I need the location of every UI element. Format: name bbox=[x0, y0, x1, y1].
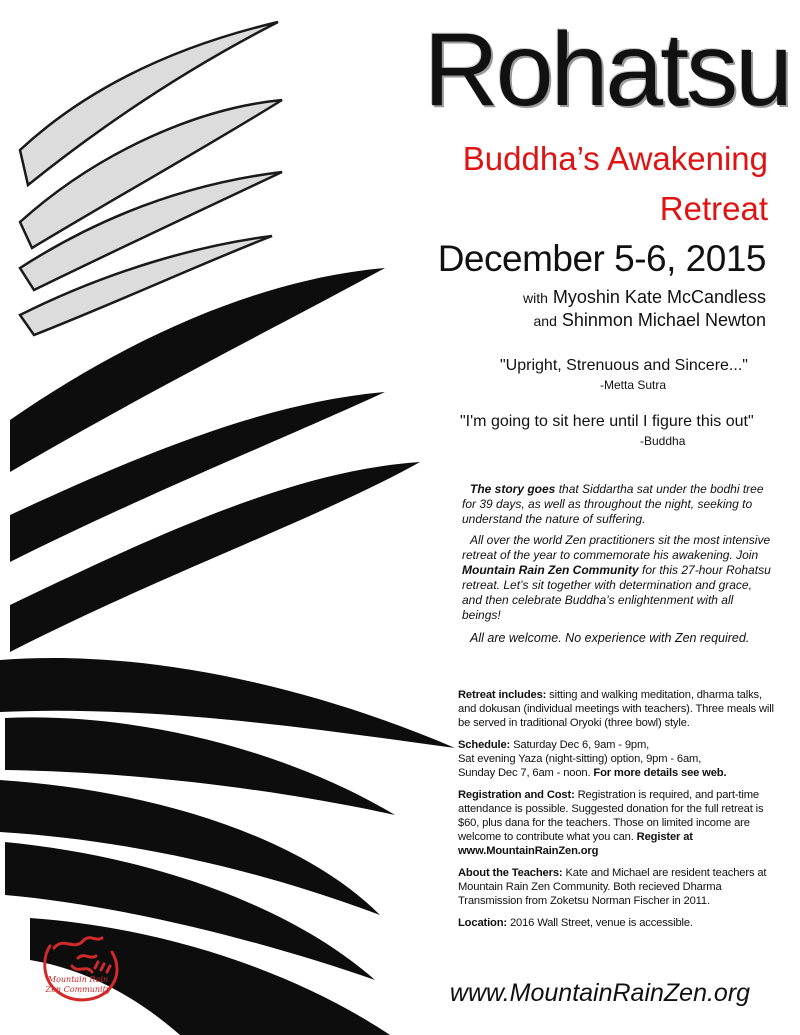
mountain-rain-logo bbox=[28, 922, 128, 1010]
event-date: December 5-6, 2015 bbox=[437, 238, 766, 279]
teacher2-name: Shinmon Michael Newton bbox=[561, 310, 766, 330]
teachers-paragraph: About the Teachers: Kate and Michael are resident teachers at Mountain Rain Zen Community. Both recieved Dharma Transmission from Zoketsu Norman Fischer in 2011. bbox=[458, 867, 767, 907]
location-paragraph: Location: 2016 Wall Street, venue is accessible. bbox=[458, 917, 693, 929]
subtitle-line1: Buddha’s Awakening bbox=[462, 140, 768, 177]
teacher1-name: Myoshin Kate McCandless bbox=[552, 287, 766, 307]
subtitle-line2: Retreat bbox=[659, 190, 768, 227]
logo-brush-drops bbox=[95, 962, 110, 972]
details-section bbox=[458, 688, 778, 938]
welcome-note: All are welcome. No experience with Zen required. bbox=[470, 631, 750, 645]
logo-text-line1: Mountain Rain bbox=[47, 975, 109, 984]
quote-text: "Upright, Strenuous and Sincere..." bbox=[500, 357, 748, 374]
teacher1-prefix: with bbox=[522, 290, 548, 306]
story-lead: The story goes bbox=[470, 482, 556, 496]
page-title: Rohatsu bbox=[423, 12, 790, 128]
teachers-block bbox=[440, 286, 766, 332]
registration-paragraph: Registration and Cost: Registration is required, and part-time attendance is possible. Suggested donation for the full retreat is $60, plus dana for the teachers. Those on limited income are welcome to contribute what you can. Register at www.MountainRainZen.org bbox=[458, 789, 764, 857]
logo-brush-mountain bbox=[54, 938, 102, 948]
teacher2-prefix: and bbox=[533, 313, 557, 329]
story-paragraph: The story goes that Siddartha sat under the bodhi tree for 39 days, as well as throughout the night, seeking to understand the nature of suffering. bbox=[462, 482, 764, 526]
story-paragraph: All over the world Zen practitioners sit the most intensive retreat of the year to commemorate his awakening. Join Mountain Rain Zen Community for this 27-hour Rohatsu retreat. Let’s sit together with determination and grace, and then celebrate Buddha’s enlightenment with all beings! bbox=[462, 533, 771, 622]
story-section bbox=[462, 482, 772, 652]
quote-citation: -Buddha bbox=[640, 434, 686, 448]
quote-text: "I'm going to sit here until I figure this out" bbox=[460, 413, 754, 430]
website-link[interactable]: www.MountainRainZen.org bbox=[449, 979, 751, 1007]
org-name: Mountain Rain Zen Community bbox=[462, 563, 639, 577]
quote-citation: -Metta Sutra bbox=[600, 378, 667, 392]
schedule-paragraph: Schedule: Saturday Dec 6, 9am - 9pm, Sat evening Yaza (night-sitting) option, 9pm - 6am, Sunday Dec 7, 6am - noon. For more details see web. bbox=[458, 739, 727, 779]
logo-brush-rain bbox=[72, 956, 96, 972]
logo-text-line2: Zen Community bbox=[45, 985, 111, 994]
includes-paragraph: Retreat includes: sitting and walking meditation, dharma talks, and dokusan (individual meetings with teachers). Three meals will be served in traditional Oryoki (three bowl) style. bbox=[458, 689, 774, 729]
register-link[interactable]: Register at www.MountainRainZen.org bbox=[458, 831, 693, 857]
